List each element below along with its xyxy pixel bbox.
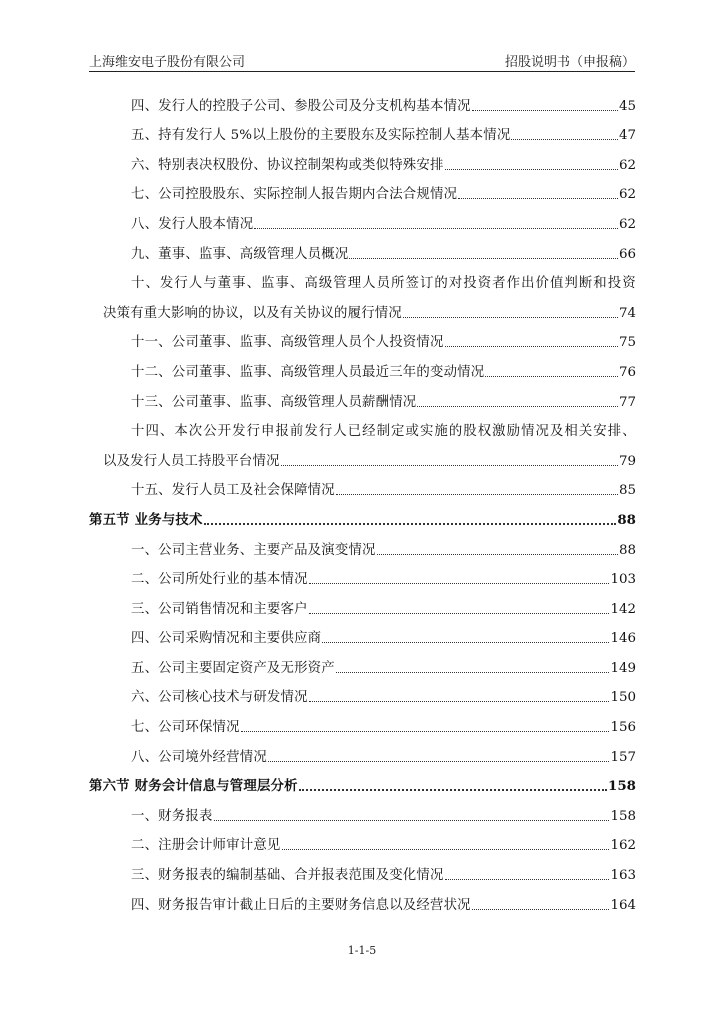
dot-leader (445, 346, 618, 347)
toc-entry-line1[interactable]: 十四、本次公开发行申报前发行人已经制定或实施的股权激励情况及相关安排、 (131, 424, 636, 440)
toc-page-number: 88 (618, 542, 636, 558)
dot-leader (241, 731, 610, 732)
dot-leader (336, 672, 610, 673)
toc-entry[interactable]: 四、发行人的控股子公司、参股公司及分支机构基本情况 45 (131, 98, 636, 114)
toc-page-number: 75 (618, 335, 636, 351)
toc-page-number: 85 (618, 483, 636, 499)
dot-leader (309, 583, 610, 584)
toc-entry[interactable]: 四、财务报告审计截止日后的主要财务信息以及经营状况 164 (131, 897, 636, 913)
dot-leader (511, 139, 617, 140)
page-footer (0, 944, 724, 957)
dot-leader (472, 909, 610, 910)
toc-entry[interactable]: 五、公司主要固定资产及无形资产 149 (131, 660, 636, 676)
document-title: 招股说明书（申报稿） (504, 55, 635, 70)
toc-entry[interactable]: 十三、公司董事、监事、高级管理人员薪酬情况 77 (131, 394, 636, 410)
dot-leader (403, 317, 618, 318)
toc-entry[interactable]: 一、财务报表 158 (131, 808, 636, 824)
toc-page-number: 62 (618, 216, 636, 232)
dot-leader (322, 642, 609, 643)
toc-entry[interactable]: 二、注册会计师审计意见 162 (131, 838, 636, 854)
toc-page-number: 77 (618, 394, 636, 410)
toc-entry[interactable]: 四、公司采购情况和主要供应商 146 (131, 631, 636, 647)
toc-page-number: 158 (608, 778, 636, 795)
dot-leader (281, 465, 618, 466)
dot-leader (268, 761, 610, 762)
toc-page-number: 164 (610, 897, 636, 913)
dot-leader (254, 228, 618, 229)
toc-page-number: 62 (618, 157, 636, 173)
dot-leader (336, 494, 618, 495)
dot-leader (214, 820, 610, 821)
toc-entry[interactable]: 十一、公司董事、监事、高级管理人员个人投资情况 75 (131, 335, 636, 351)
toc-page-number: 45 (618, 98, 636, 114)
toc-entry[interactable]: 七、公司控股股东、实际控制人报告期内合法合规情况 62 (131, 187, 636, 203)
toc-entry-line1[interactable]: 十、发行人与董事、监事、高级管理人员所签订的对投资者作出价值判断和投资 (131, 276, 636, 292)
toc-page-number: 162 (610, 838, 636, 854)
toc-page-number: 47 (618, 128, 636, 144)
company-name: 上海维安电子股份有限公司 (89, 55, 246, 70)
toc-page-number: 76 (618, 364, 636, 380)
toc-section-heading[interactable]: 第五节 业务与技术 88 (89, 511, 636, 528)
dot-leader (309, 701, 610, 702)
toc-page-number: 74 (618, 305, 636, 321)
dot-leader (445, 879, 610, 880)
toc-entry[interactable]: 六、特别表决权股份、协议控制架构或类似特殊安排 62 (131, 157, 636, 173)
dot-leader (299, 789, 607, 791)
toc-section-heading[interactable]: 第六节 财务会计信息与管理层分析 158 (89, 778, 636, 795)
toc-entry[interactable]: 七、公司环保情况 156 (131, 720, 636, 736)
toc-page-number: 142 (610, 601, 636, 617)
toc-entry[interactable]: 二、公司所处行业的基本情况 103 (131, 572, 636, 588)
dot-leader (485, 376, 618, 377)
dot-leader (204, 523, 617, 525)
toc-entry[interactable]: 三、财务报表的编制基础、合并报表范围及变化情况 163 (131, 868, 636, 884)
toc-page-number: 156 (610, 720, 636, 736)
toc-page-number: 149 (610, 660, 636, 676)
toc-entry[interactable]: 六、公司核心技术与研发情况 150 (131, 690, 636, 706)
toc-entry[interactable]: 三、公司销售情况和主要客户 142 (131, 601, 636, 617)
toc-entry[interactable]: 十二、公司董事、监事、高级管理人员最近三年的变动情况 76 (131, 364, 636, 380)
dot-leader (472, 110, 618, 111)
page-number: 1-1-5 (347, 944, 377, 957)
dot-leader (349, 258, 618, 259)
dot-leader (309, 613, 610, 614)
toc-page-number: 66 (618, 246, 636, 262)
dot-leader (377, 554, 618, 555)
toc-page-number: 103 (610, 572, 636, 588)
toc-page-number: 62 (618, 187, 636, 203)
dot-leader (282, 849, 610, 850)
toc-page-number: 158 (610, 808, 636, 824)
toc-page-number: 150 (610, 690, 636, 706)
toc-entry-line2[interactable]: 以及发行人员工持股平台情况 79 (103, 453, 636, 469)
toc-entry[interactable]: 九、董事、监事、高级管理人员概况 66 (131, 246, 636, 262)
dot-leader (458, 198, 618, 199)
toc-entry[interactable]: 八、发行人股本情况 62 (131, 216, 636, 232)
toc-entry[interactable]: 五、持有发行人 5%以上股份的主要股东及实际控制人基本情况 47 (131, 128, 636, 144)
header-divider (89, 71, 635, 72)
toc-page-number: 146 (610, 631, 636, 647)
table-of-contents (89, 88, 636, 917)
toc-page-number: 88 (617, 511, 636, 528)
toc-entry[interactable]: 一、公司主营业务、主要产品及演变情况 88 (131, 542, 636, 558)
toc-entry[interactable]: 十五、发行人员工及社会保障情况 85 (131, 483, 636, 499)
toc-page-number: 157 (610, 749, 636, 765)
toc-page-number: 79 (618, 453, 636, 469)
page-header (89, 50, 635, 70)
dot-leader (445, 169, 618, 170)
toc-entry[interactable]: 八、公司境外经营情况 157 (131, 749, 636, 765)
toc-page-number: 163 (610, 868, 636, 884)
toc-entry-line2[interactable]: 决策有重大影响的协议，以及有关协议的履行情况 74 (103, 305, 636, 321)
dot-leader (417, 406, 618, 407)
